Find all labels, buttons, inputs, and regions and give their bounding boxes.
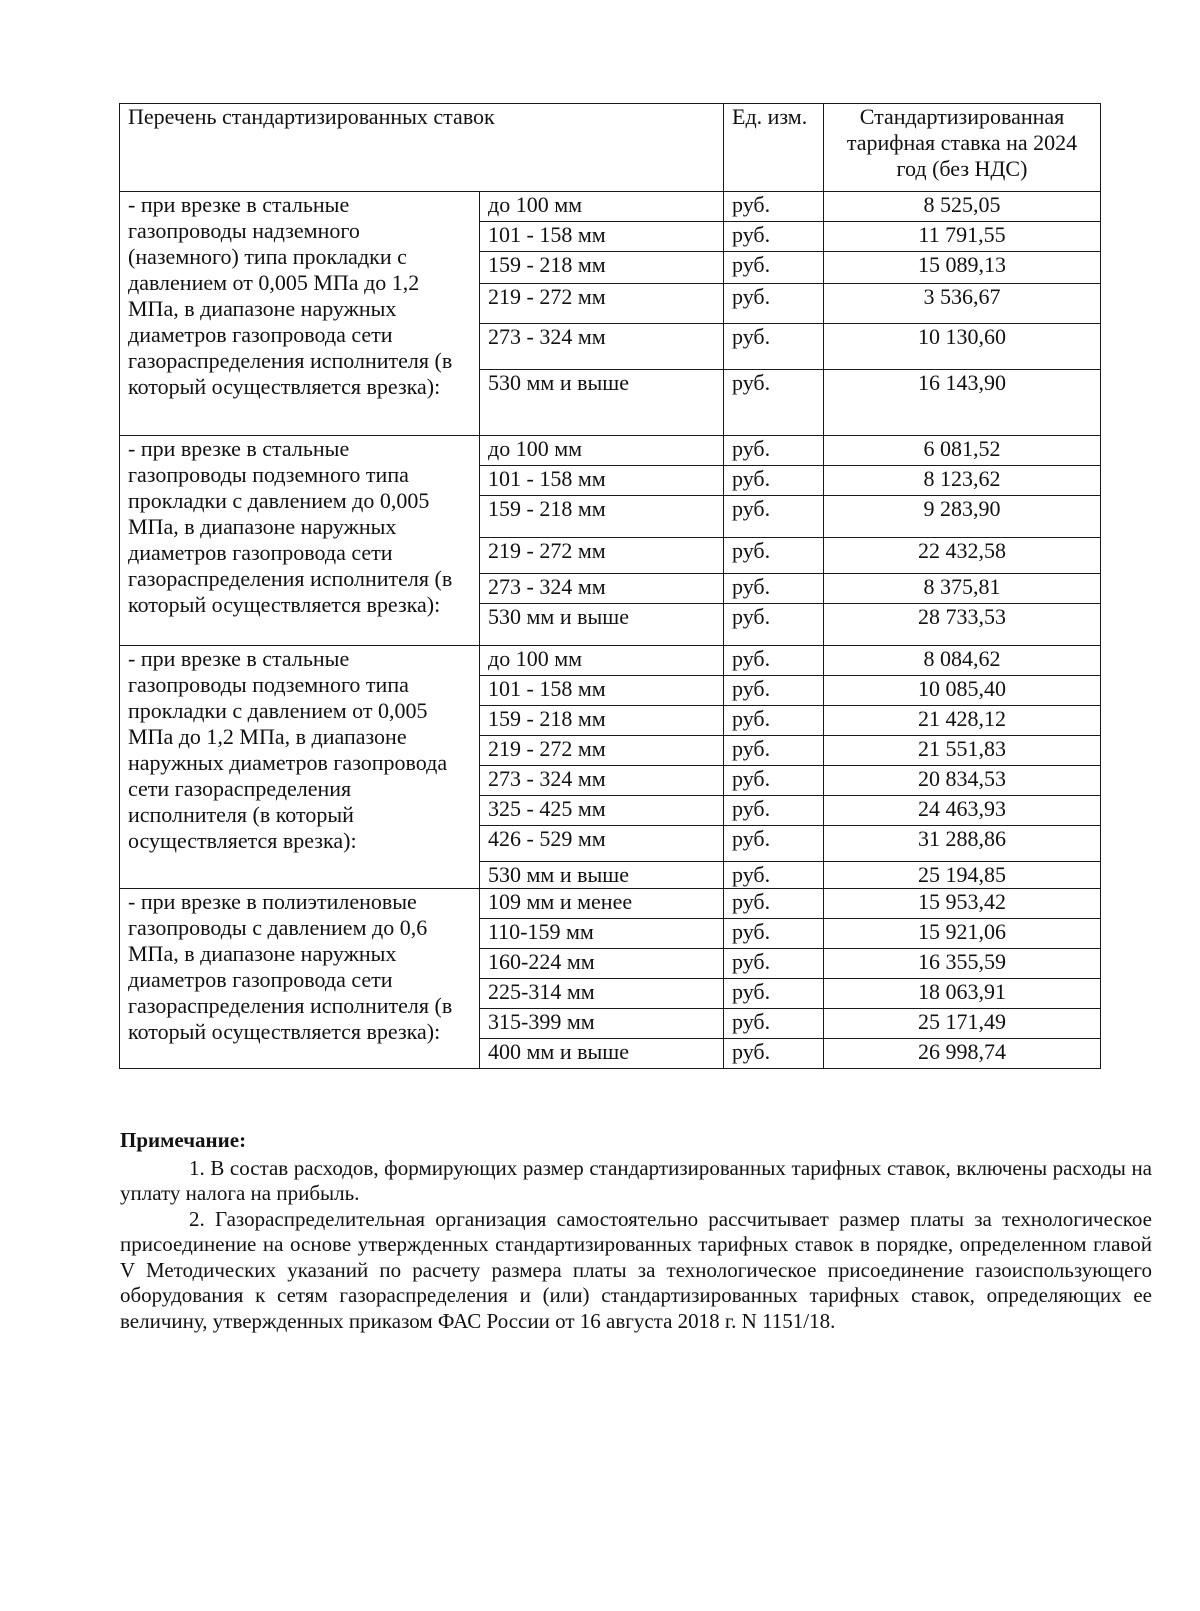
- range-cell: 160-224 мм: [480, 949, 724, 979]
- value-cell: 26 998,74: [824, 1039, 1101, 1069]
- unit-cell: руб.: [724, 604, 824, 646]
- range-cell: до 100 мм: [480, 436, 724, 466]
- table-row: [120, 436, 1101, 466]
- value-cell: 25 171,49: [824, 1009, 1101, 1039]
- unit-cell: руб.: [724, 436, 824, 466]
- range-cell: 159 - 218 мм: [480, 252, 724, 284]
- range-cell: 530 мм и выше: [480, 862, 724, 889]
- range-cell: 273 - 324 мм: [480, 766, 724, 796]
- table-header-row: [120, 104, 1101, 192]
- table-row: [120, 646, 1101, 676]
- group-description: - при врезке в стальные газопроводы надземного (наземного) типа прокладки с давлением от 0,005 МПа до 1,2 МПа, в диапазоне наружных диаметров газопровода сети газораспределения исполнителя (в который осуществляется врезка):: [120, 192, 480, 436]
- value-cell: 10 085,40: [824, 676, 1101, 706]
- value-cell: 22 432,58: [824, 538, 1101, 574]
- header-unit-cell: Ед. изм.: [724, 104, 824, 192]
- unit-cell: руб.: [724, 766, 824, 796]
- value-cell: 16 143,90: [824, 370, 1101, 436]
- unit-cell: руб.: [724, 222, 824, 252]
- range-cell: 273 - 324 мм: [480, 324, 724, 370]
- unit-cell: руб.: [724, 496, 824, 538]
- range-cell: 109 мм и менее: [480, 889, 724, 919]
- value-cell: 28 733,53: [824, 604, 1101, 646]
- unit-cell: руб.: [724, 466, 824, 496]
- value-cell: 11 791,55: [824, 222, 1101, 252]
- range-cell: 219 - 272 мм: [480, 736, 724, 766]
- unit-cell: руб.: [724, 284, 824, 324]
- group-description: - при врезке в стальные газопроводы подземного типа прокладки с давлением от 0,005 МПа до 1,2 МПа, в диапазоне наружных диаметров газопровода сети газораспределения исполнителя (в который осуществляется врезка):: [120, 646, 480, 889]
- value-cell: 15 953,42: [824, 889, 1101, 919]
- range-cell: 530 мм и выше: [480, 604, 724, 646]
- table-row: [120, 889, 1101, 919]
- unit-cell: руб.: [724, 1039, 824, 1069]
- unit-cell: руб.: [724, 862, 824, 889]
- unit-cell: руб.: [724, 538, 824, 574]
- range-cell: до 100 мм: [480, 192, 724, 222]
- value-cell: 16 355,59: [824, 949, 1101, 979]
- header-list-cell: Перечень стандартизированных ставок: [120, 104, 724, 192]
- unit-cell: руб.: [724, 1009, 824, 1039]
- unit-cell: руб.: [724, 736, 824, 766]
- value-cell: 8 525,05: [824, 192, 1101, 222]
- range-cell: 219 - 272 мм: [480, 538, 724, 574]
- value-cell: 3 536,67: [824, 284, 1101, 324]
- range-cell: 225-314 мм: [480, 979, 724, 1009]
- value-cell: 31 288,86: [824, 826, 1101, 862]
- unit-cell: руб.: [724, 796, 824, 826]
- group-description: - при врезке в стальные газопроводы подземного типа прокладки с давлением до 0,005 МПа, в диапазоне наружных диаметров газопровода сети газораспределения исполнителя (в который осуществляется врезка):: [120, 436, 480, 646]
- range-cell: 101 - 158 мм: [480, 466, 724, 496]
- value-cell: 15 089,13: [824, 252, 1101, 284]
- range-cell: 530 мм и выше: [480, 370, 724, 436]
- note-section: [120, 1128, 1152, 1334]
- range-cell: 110-159 мм: [480, 919, 724, 949]
- range-cell: 315-399 мм: [480, 1009, 724, 1039]
- tariff-table-body: [120, 104, 1101, 1069]
- range-cell: 159 - 218 мм: [480, 496, 724, 538]
- unit-cell: руб.: [724, 706, 824, 736]
- unit-cell: руб.: [724, 979, 824, 1009]
- value-cell: 15 921,06: [824, 919, 1101, 949]
- value-cell: 8 123,62: [824, 466, 1101, 496]
- range-cell: 325 - 425 мм: [480, 796, 724, 826]
- unit-cell: руб.: [724, 676, 824, 706]
- value-cell: 9 283,90: [824, 496, 1101, 538]
- range-cell: 273 - 324 мм: [480, 574, 724, 604]
- unit-cell: руб.: [724, 646, 824, 676]
- group-description: - при врезке в полиэтиленовые газопроводы с давлением до 0,6 МПа, в диапазоне наружных диаметров газопровода сети газораспределения исполнителя (в который осуществляется врезка):: [120, 889, 480, 1069]
- range-cell: 159 - 218 мм: [480, 706, 724, 736]
- range-cell: до 100 мм: [480, 646, 724, 676]
- table-row: [120, 192, 1101, 222]
- value-cell: 8 375,81: [824, 574, 1101, 604]
- value-cell: 24 463,93: [824, 796, 1101, 826]
- unit-cell: руб.: [724, 252, 824, 284]
- value-cell: 21 551,83: [824, 736, 1101, 766]
- value-cell: 18 063,91: [824, 979, 1101, 1009]
- unit-cell: руб.: [724, 919, 824, 949]
- tariff-table: [119, 103, 1101, 1069]
- unit-cell: руб.: [724, 949, 824, 979]
- unit-cell: руб.: [724, 889, 824, 919]
- value-cell: 25 194,85: [824, 862, 1101, 889]
- header-rate-cell: Стандартизированная тарифная ставка на 2024 год (без НДС): [824, 104, 1101, 192]
- unit-cell: руб.: [724, 826, 824, 862]
- value-cell: 21 428,12: [824, 706, 1101, 736]
- range-cell: 101 - 158 мм: [480, 676, 724, 706]
- unit-cell: руб.: [724, 574, 824, 604]
- unit-cell: руб.: [724, 370, 824, 436]
- note-title: Примечание:: [120, 1128, 247, 1152]
- note-item: 1. В состав расходов, формирующих размер стандартизированных тарифных ставок, включены расходы на уплату налога на прибыль.: [120, 1155, 1152, 1205]
- value-cell: 8 084,62: [824, 646, 1101, 676]
- range-cell: 101 - 158 мм: [480, 222, 724, 252]
- range-cell: 400 мм и выше: [480, 1039, 724, 1069]
- unit-cell: руб.: [724, 324, 824, 370]
- value-cell: 6 081,52: [824, 436, 1101, 466]
- value-cell: 10 130,60: [824, 324, 1101, 370]
- unit-cell: руб.: [724, 192, 824, 222]
- note-item: 2. Газораспределительная организация самостоятельно рассчитывает размер платы за технологическое присоединение на основе утвержденных стандартизированных тарифных ставок в порядке, определенном главой V Методических указаний по расчету размера платы за технологическое присоединение газоиспользующего оборудования к сетям газораспределения и (или) стандартизированных тарифных ставок, определяющих ее величину, утвержденных приказом ФАС России от 16 августа 2018 г. N 1151/18.: [120, 1206, 1152, 1333]
- range-cell: 426 - 529 мм: [480, 826, 724, 862]
- range-cell: 219 - 272 мм: [480, 284, 724, 324]
- value-cell: 20 834,53: [824, 766, 1101, 796]
